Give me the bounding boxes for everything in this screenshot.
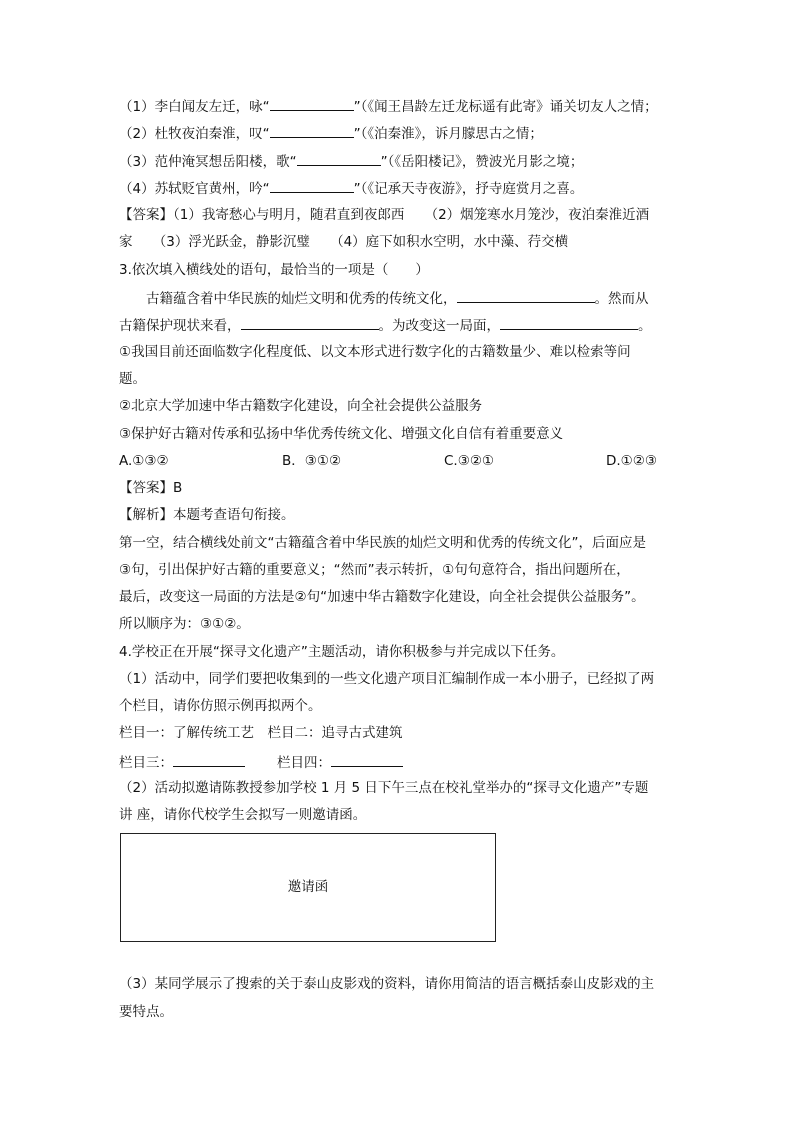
poem-item-2-prefix: （2）杜牧夜泊秦淮，叹“ — [119, 126, 270, 142]
invitation-box-title: 邀请函 — [287, 879, 329, 895]
poem-item-1-suffix: ”（《闻王昌龄左迁龙标遥有此寄》诵关切友人之情； — [353, 99, 658, 115]
q4-task-2-line-1: （2）活动拟邀请陈教授参加学校 1 月 5 日下午三点在校礼堂举办的“探寻文化遗产”专题 — [119, 780, 649, 796]
q4-stem: 4.学校正在开展“探寻文化遗产”主题活动，请你积极参与并完成以下任务。 — [119, 644, 565, 660]
poem-item-4-prefix: （4）苏轼贬官黄州，吟“ — [119, 181, 270, 197]
poem-answer-line-1: 【答案】（1）我寄愁心与明月，随君直到夜郎西 （2）烟笼寒水月笼沙，夜泊秦淮近酒 — [119, 207, 650, 223]
q3-passage-line-1 — [146, 288, 649, 308]
answer-blank[interactable] — [241, 315, 379, 330]
q3-analysis-line-4: 所以顺序为：③①②。 — [119, 616, 250, 632]
q3-analysis-line-3: 最后，改变这一局面的方法是②句“加速中华古籍数字化建设，向全社会提供公益服务”。 — [119, 589, 645, 605]
q4-task-2-line-2: 讲 座，请你代校学生会拟写一则邀请函。 — [119, 807, 367, 823]
poem-item-1-prefix: （1）李白闻友左迁，咏“ — [119, 99, 270, 115]
q4-task-3-line-2: 要特点。 — [119, 1004, 173, 1020]
answer-blank[interactable] — [270, 123, 354, 138]
q3-passage-line-2 — [119, 315, 652, 335]
invitation-answer-box[interactable] — [120, 833, 496, 942]
poem-item-4-suffix: ”（《记承天寺夜游》，抒寺庭赏月之喜。 — [353, 181, 584, 197]
q3-option-a[interactable]: A.①③② — [119, 453, 169, 469]
q4-task-3-line-1: （3）某同学展示了搜索的关于泰山皮影戏的资料，请你用简洁的语言概括泰山皮影戏的主 — [119, 976, 655, 992]
answer-blank[interactable] — [270, 96, 354, 111]
q3-stem: 3.依次填入横线处的语句，最恰当的一项是（ ） — [119, 262, 429, 278]
poem-item-3 — [119, 151, 583, 171]
q3-answer: 【答案】B — [119, 480, 183, 496]
poem-item-4 — [119, 178, 583, 198]
q3-sentence-3: ③保护好古籍对传承和弘扬中华优秀传统文化、增强文化自信有着重要意义 — [119, 426, 564, 442]
poem-item-3-suffix: ”（《岳阳楼记》，赞波光月影之境； — [380, 154, 584, 170]
q4-task-1-line-1: （1）活动中，同学们要把收集到的一些文化遗产项目汇编制作成一本小册子，已经拟了两 — [119, 671, 655, 687]
q3-passage-text: 。然而从 — [594, 291, 649, 307]
column-4-blank[interactable] — [331, 752, 403, 767]
poem-item-1 — [119, 96, 658, 116]
poem-item-3-prefix: （3）范仲淹冥想岳阳楼，歌“ — [119, 154, 297, 170]
q3-sentence-1-line-2: 题。 — [119, 371, 146, 387]
q3-passage-text: 。为改变这一局面， — [378, 318, 500, 334]
q3-option-d[interactable]: D.①②③ — [606, 453, 657, 469]
q3-analysis-line-2: ③句，引出保护好古籍的重要意义；“然而”表示转折，①句句意符合，指出问题所在， — [119, 562, 630, 578]
q4-task-1-line-2: 个栏目，请你仿照示例再拟两个。 — [119, 698, 322, 714]
q3-analysis-line-1: 第一空，结合横线处前文“古籍蕴含着中华民族的灿烂文明和优秀的传统文化”，后面应是 — [119, 535, 646, 551]
q3-option-c[interactable]: C.③②① — [444, 453, 495, 469]
poem-answer-line-2: 家 （3）浮光跃金，静影沉璧 （4）庭下如积水空明，水中藻、荇交横 — [119, 234, 569, 250]
q3-sentence-2: ②北京大学加速中华古籍数字化建设，向全社会提供公益服务 — [119, 398, 483, 414]
q3-sentence-1-line-1: ①我国目前还面临数字化程度低、以文本形式进行数字化的古籍数量少、难以检索等问 — [119, 344, 631, 360]
q3-passage-text: 古籍蕴含着中华民族的灿烂文明和优秀的传统文化， — [146, 291, 457, 307]
q4-column-blanks — [119, 752, 403, 772]
column-3-label: 栏目三： — [119, 755, 173, 771]
answer-blank[interactable] — [457, 288, 595, 303]
answer-blank[interactable] — [500, 315, 638, 330]
q3-passage-text: 古籍保护现状来看， — [119, 318, 241, 334]
q3-passage-text: 。 — [638, 318, 652, 334]
column-4-label: 栏目四： — [277, 755, 331, 771]
answer-blank[interactable] — [297, 151, 381, 166]
q3-analysis-title: 【解析】本题考查语句衔接。 — [119, 507, 295, 523]
poem-item-2 — [119, 123, 543, 143]
answer-blank[interactable] — [270, 178, 354, 193]
poem-item-2-suffix: ”（《泊秦淮》，诉月朦思古之情； — [353, 126, 543, 142]
q4-column-examples: 栏目一：了解传统工艺 栏目二：追寻古式建筑 — [119, 725, 403, 741]
column-3-blank[interactable] — [173, 752, 245, 767]
q3-option-b[interactable]: B．③①② — [282, 453, 342, 469]
